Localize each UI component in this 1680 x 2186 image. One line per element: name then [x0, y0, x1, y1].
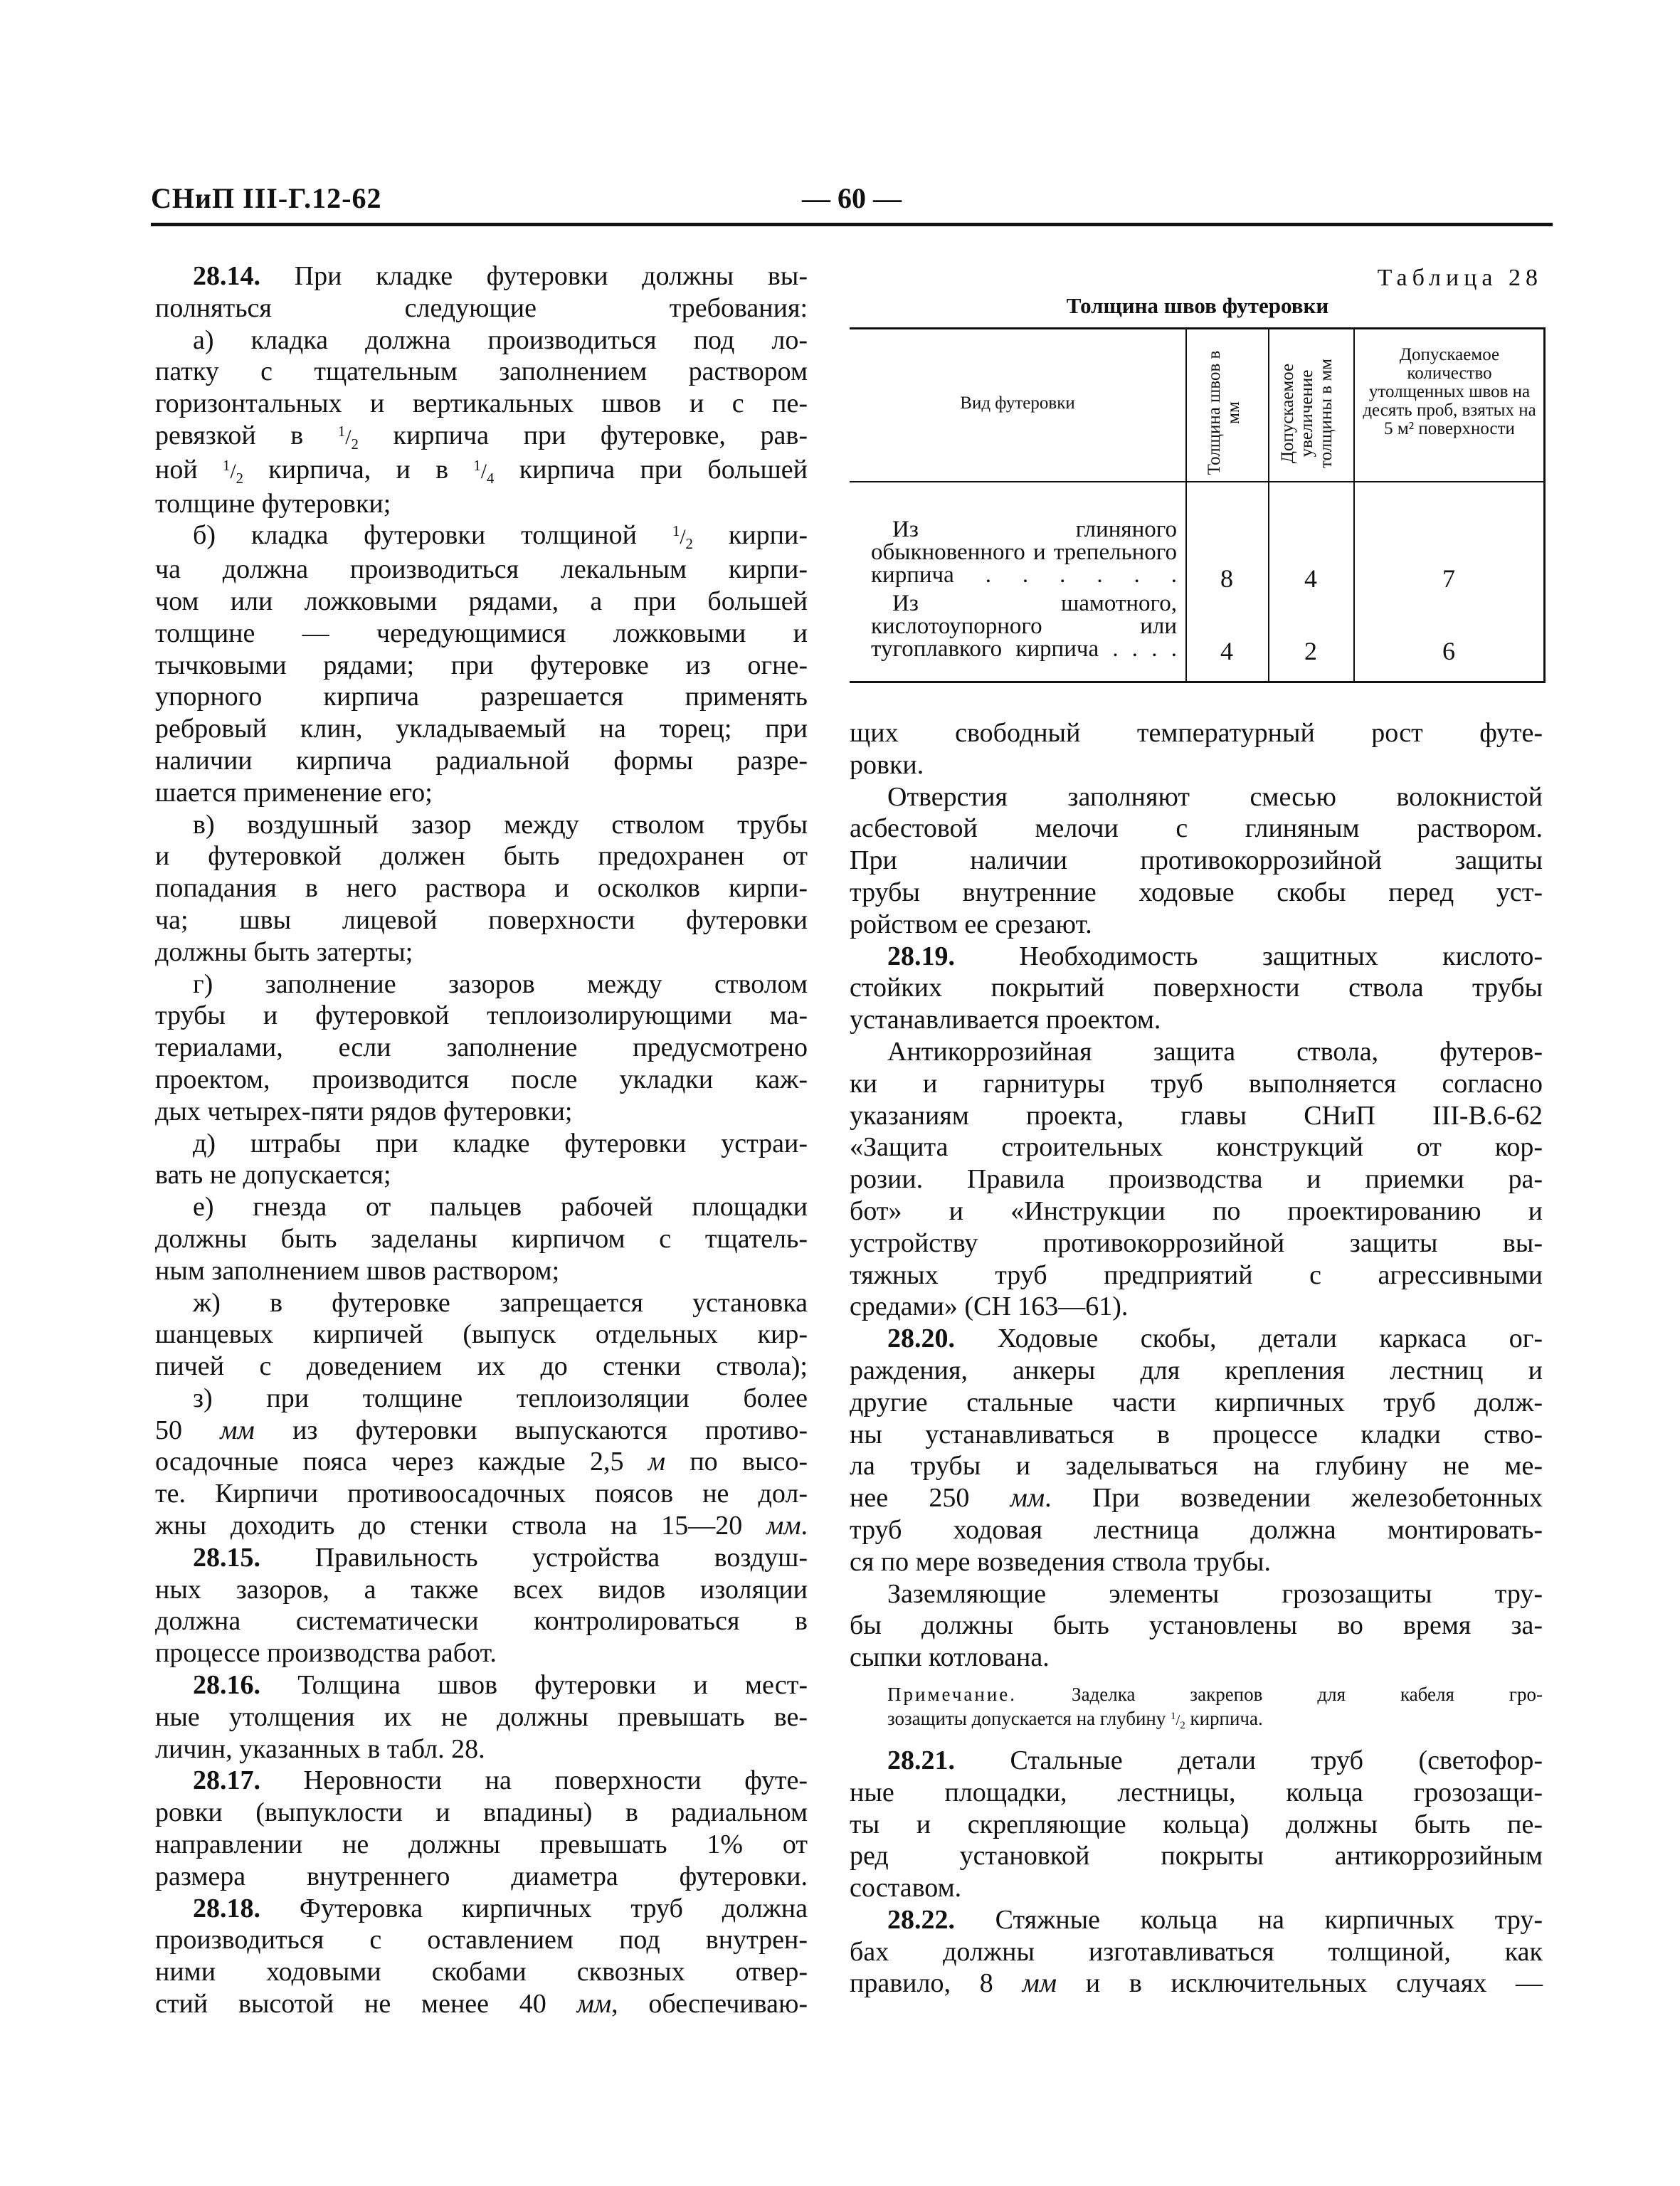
text-line: направлении не должны превышать 1% от: [155, 1829, 808, 1860]
text-line: стий высотой не менее 40 мм, обеспечиваю-: [155, 1989, 808, 2019]
text-line: бот» и «Инструкции по проектированию и: [850, 1195, 1543, 1226]
row-2-label: [871, 592, 1177, 660]
table-bottom-rule: [850, 681, 1546, 683]
text-line: ным заполнением швов раствором;: [155, 1255, 560, 1286]
text-line: Отверстия заполняют смесью волокнистой: [887, 781, 1543, 812]
text-line: другие стальные части кирпичных труб долж-: [850, 1387, 1543, 1417]
left-column: [155, 260, 808, 2020]
clause-text: Стальные детали труб (светофор-: [955, 1745, 1543, 1775]
text-line: должны быть заделаны кирпичом с тщатель-: [155, 1223, 808, 1254]
row-1-thickness: 8: [1220, 564, 1233, 593]
text-line: ных зазоров, а также всех видов изоляции: [155, 1574, 808, 1605]
clause-number: 28.16.: [193, 1670, 260, 1701]
clause-number: 28.18.: [193, 1893, 260, 1923]
clause-number: 28.17.: [193, 1765, 260, 1796]
clause-text: Необходимость защитных кислото-: [955, 941, 1543, 971]
clause-number: 28.21.: [887, 1745, 955, 1775]
clause-number: 28.22.: [887, 1904, 955, 1935]
row-1-count: 7: [1442, 564, 1455, 593]
text-line: ча; швы лицевой поверхности футеровки: [155, 904, 808, 935]
text-line: ся по мере возведения ствола трубы.: [850, 1546, 1272, 1577]
text-line: бах должны изготавливаться толщиной, как: [850, 1936, 1543, 1967]
text-line: толщине — чередующимися ложковыми и: [155, 618, 808, 648]
clause-text: Правильность устройства воздуш-: [260, 1542, 808, 1573]
text-line: размера внутреннего диаметра футеровки.: [155, 1861, 808, 1891]
clause-text: Стяжные кольца на кирпичных тру-: [955, 1904, 1543, 1935]
table-col-divider: [1268, 327, 1269, 683]
text-line: Антикоррозийная защита ствола, футеров-: [887, 1036, 1543, 1067]
text-line: трубы и футеровкой теплоизолирующими ма-: [155, 1000, 808, 1031]
text-line: а) кладка должна производиться под ло-: [193, 324, 808, 355]
header-thickness: Толщина швов в мм: [1205, 350, 1243, 475]
text-line: толщине футеровки;: [155, 488, 391, 519]
text-line: тычковыми рядами; при футеровке из огне-: [155, 650, 808, 680]
text-line: ровки.: [850, 749, 924, 780]
header-allowed-increase: Допускаемое увеличение толщины в мм: [1278, 359, 1336, 468]
text-line: ча должна производиться лекальным кирпи-: [155, 554, 808, 585]
clause-line: [850, 941, 1543, 973]
row-2-allowed-increase: 2: [1304, 637, 1317, 665]
page-header: [151, 181, 1553, 217]
text-line: ж) в футеровке запрещается установка: [193, 1287, 808, 1318]
spacer: [850, 1674, 1543, 1682]
text-line: ровки (выпуклости и впадины) в радиальном: [155, 1797, 808, 1828]
header-count-text: Допускаемое количество утолщенных швов на десять проб, взятых на 5 м² поверхности: [1363, 345, 1536, 438]
text-line: патку с тщательным заполнением раствором: [155, 357, 808, 387]
text-line: трубы внутренние ходовые скобы перед уст-: [850, 877, 1543, 907]
text-line: ревязкой в $^1/_2$ кирпича при футеровке, рав-: [155, 420, 808, 453]
text-line: ны устанавливаться в процессе кладки ство-: [850, 1419, 1543, 1450]
text-line: е) гнезда от пальцев рабочей площадки: [193, 1192, 808, 1223]
clause-text: Футеровка кирпичных труб должна: [260, 1893, 808, 1923]
table-col-divider: [1353, 327, 1355, 683]
text-line: нее 250 мм. При возведении железобетонных: [850, 1483, 1543, 1514]
text-line: производиться с оставлением под внутрен-: [155, 1925, 808, 1955]
text-line: «Защита строительных конструкций от кор-: [850, 1132, 1543, 1163]
row-1-label-text: Из глиняного обыкновенного и трепельного кирпича . . . . . .: [871, 517, 1177, 588]
header-count: [1358, 346, 1541, 438]
text-line: раждения, анкеры для крепления лестниц и: [850, 1355, 1543, 1385]
right-column: [850, 717, 1543, 2000]
table-caption: Таблица 28: [1377, 265, 1543, 291]
row-2-label-text: Из шамотного, кислотоупорного или тугоплавкого кирпича . . . .: [871, 591, 1177, 662]
clause-line: [850, 1323, 1543, 1355]
standard-code: СНиП III-Г.12-62: [151, 182, 382, 214]
header-type: Вид футеровки: [960, 394, 1075, 413]
text-line: асбестовой мелочи с глиняным раствором.: [850, 813, 1543, 844]
text-line: ки и гарнитуры труб выполняется согласно: [850, 1068, 1543, 1099]
clause-line: [155, 1893, 808, 1925]
row-2-count: 6: [1442, 637, 1455, 665]
text-line: личин, указанных в табл. 28.: [155, 1733, 485, 1764]
text-line: сыпки котлована.: [850, 1642, 1050, 1673]
table-right-border: [1543, 327, 1546, 683]
text-line: бы должны быть установлены во время за-: [850, 1610, 1543, 1641]
clause-text: При кладке футеровки должны вы-: [260, 261, 808, 291]
text-line: должна систематически контролироваться в: [155, 1606, 808, 1637]
text-line: ты и скрепляющие кольца) должны быть пе-: [850, 1809, 1543, 1839]
text-line: При наличии противокоррозийной защиты: [850, 845, 1543, 876]
table-title: Толщина швов футеровки: [1066, 293, 1329, 318]
row-1-label: [871, 518, 1177, 586]
text-line: ребровый клин, укладываемый на торец; при: [155, 714, 808, 744]
text-line: щих свободный температурный рост футе-: [850, 718, 1543, 748]
text-line: устанавливается проектом.: [850, 1005, 1161, 1035]
text-line: труб ходовая лестница должна монтировать-: [850, 1514, 1543, 1545]
text-line: з) при толщине теплоизоляции более: [193, 1383, 808, 1413]
text-line: должны быть затерты;: [155, 936, 413, 967]
row-2-thickness: 4: [1220, 637, 1233, 665]
text-line: б) кладка футеровки толщиной $^1/_2$ кирпи-: [193, 520, 808, 553]
text-line: осадочные пояса через каждые 2,5 м по высо-: [155, 1447, 808, 1477]
text-line: жны доходить до стенки ствола на 15—20 мм.: [155, 1511, 808, 1541]
clause-number: 28.19.: [887, 941, 955, 971]
text-line: вать не допускается;: [155, 1160, 391, 1190]
text-line: тяжных труб предприятий с агрессивными: [850, 1260, 1543, 1290]
text-line: в) воздушный зазор между стволом трубы: [193, 809, 808, 840]
text-line: проектом, производится после укладки каж-: [155, 1064, 808, 1094]
clause-line: [155, 1542, 808, 1574]
text-line: попадания в него раствора и осколков кирпи-: [155, 873, 808, 904]
text-line: стойких покрытий поверхности ствола трубы: [850, 973, 1543, 1003]
table-top-rule: [850, 327, 1546, 329]
text-line: шанцевых кирпичей (выпуск отдельных кир-: [155, 1319, 808, 1350]
text-line: ройством ее срезают.: [850, 909, 1092, 939]
text-line: упорного кирпича разрешается применять: [155, 682, 808, 712]
text-line: г) заполнение зазоров между стволом: [193, 968, 808, 999]
table-28: [850, 327, 1546, 683]
text-line: устройству противокоррозийной защиты вы-: [850, 1227, 1543, 1258]
text-line: горизонтальных и вертикальных швов и с пе-: [155, 389, 808, 419]
clause-line: [155, 260, 808, 292]
text-line: Заземляющие элементы грозозащиты тру-: [887, 1578, 1543, 1609]
page-number: — 60 —: [802, 182, 902, 214]
text-line: шается применение его;: [155, 777, 433, 808]
clause-text: Неровности на поверхности футе-: [260, 1765, 808, 1796]
text-line: 50 мм из футеровки выпускаются противо-: [155, 1415, 808, 1445]
text-line: териалами, если заполнение предусмотрено: [155, 1033, 808, 1063]
text-line: наличии кирпича радиальной формы разре-: [155, 745, 808, 776]
text-line: дых четырех-пяти рядов футеровки;: [155, 1096, 573, 1126]
text-line: ной $^1/_2$ кирпича, и в $^1/_4$ кирпича при большей: [155, 454, 808, 487]
text-line: те. Кирпичи противоосадочных поясов не дол-: [155, 1479, 808, 1509]
text-line: д) штрабы при кладке футеровки устраи-: [193, 1128, 808, 1158]
clause-text: Ходовые скобы, детали каркаса ог-: [955, 1324, 1543, 1354]
clause-text: Толщина швов футеровки и мест-: [260, 1670, 808, 1701]
table-note: зозащиты допускается на глубину $^1/_2$ кирпича.: [887, 1707, 1263, 1732]
clause-line: [155, 1669, 808, 1701]
text-line: правило, 8 мм и в исключительных случаях —: [850, 1968, 1543, 1999]
text-line: ные утолщения их не должны превышать ве-: [155, 1701, 808, 1732]
text-line: средами» (СН 163—61).: [850, 1292, 1129, 1322]
text-line: розии. Правила производства и приемки ра-: [850, 1164, 1543, 1195]
text-line: процессе производства работ.: [155, 1638, 497, 1669]
clause-line: [850, 1904, 1543, 1936]
header-rule: [151, 223, 1553, 226]
row-1-allowed-increase: 4: [1304, 564, 1317, 593]
clause-line: [850, 1745, 1543, 1777]
text-line: указаниям проекта, главы СНиП III-В.6-62: [850, 1100, 1543, 1131]
clause-number: 28.14.: [193, 261, 260, 291]
text-line: пичей с доведением их до стенки ствола);: [155, 1351, 808, 1382]
clause-line: [155, 1765, 808, 1797]
table-header-rule: [850, 481, 1546, 482]
text-line: чом или ложковыми рядами, а при большей: [155, 586, 808, 616]
table-col-divider: [1185, 327, 1187, 683]
text-line: ред установкой покрыты антикоррозийным: [850, 1841, 1543, 1871]
text-line: составом.: [850, 1873, 962, 1903]
text-line: ла трубы и заделываться на глубину не ме-: [850, 1451, 1543, 1482]
clause-number: 28.20.: [887, 1324, 955, 1354]
clause-number: 28.15.: [193, 1542, 260, 1573]
text-line: ные площадки, лестницы, кольца грозозащи-: [850, 1777, 1543, 1807]
text-line: и футеровкой должен быть предохранен от: [155, 841, 808, 872]
table-note: Примечание. Заделка закрепов для кабеля гро-: [887, 1683, 1543, 1705]
spacer: [850, 1732, 1543, 1745]
text-line: полняться следующие требования:: [155, 292, 808, 323]
text-line: ними ходовыми скобами сквозных отвер-: [155, 1957, 808, 1987]
